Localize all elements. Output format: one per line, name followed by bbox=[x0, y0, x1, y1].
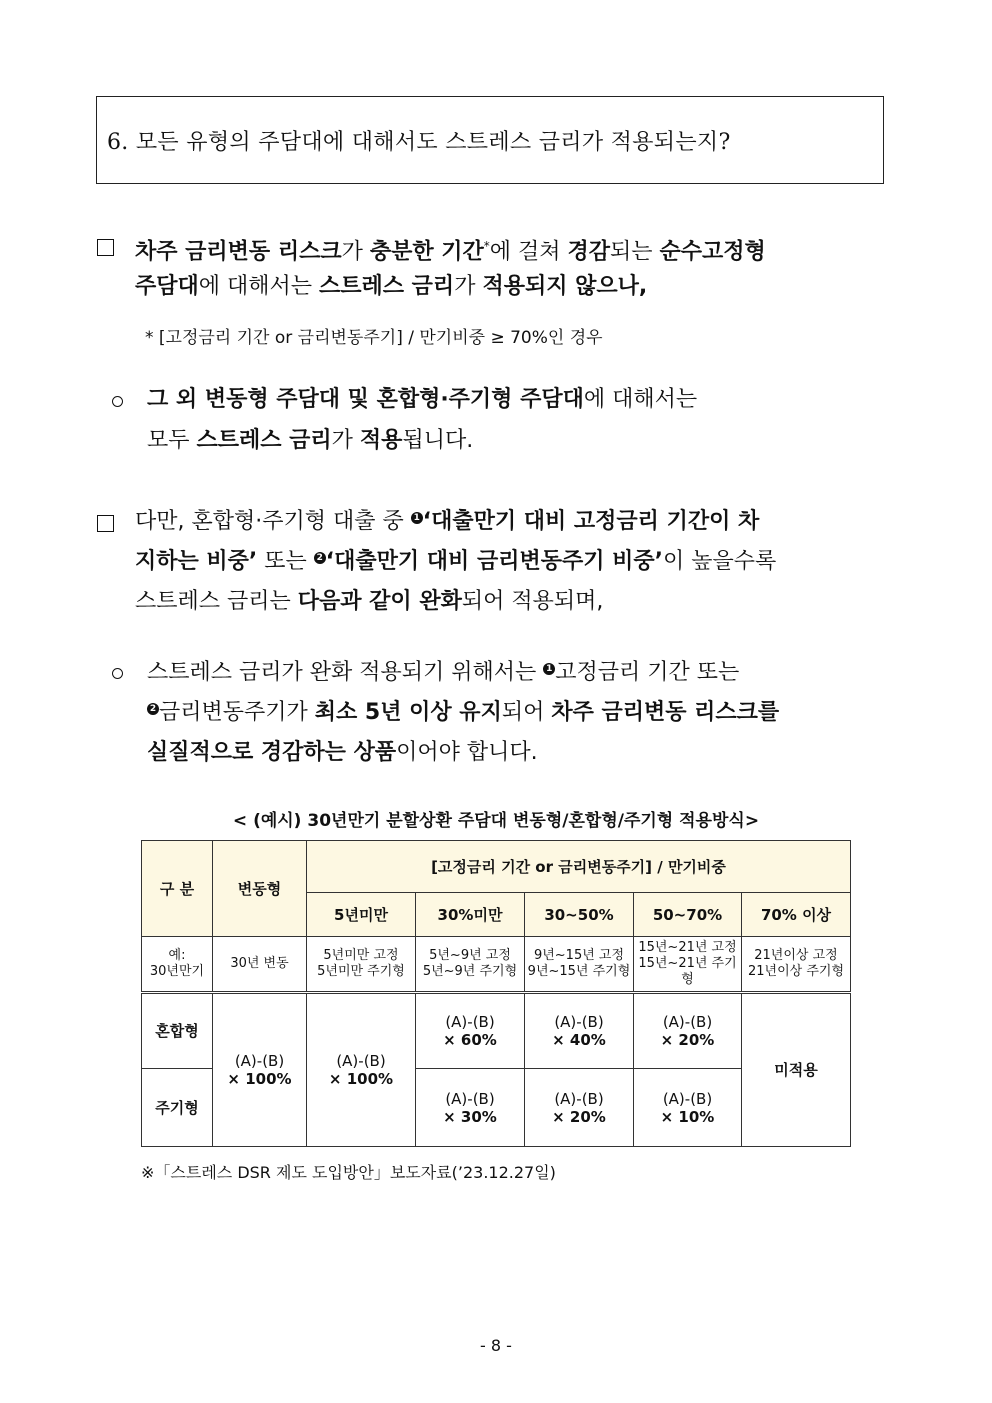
example-cell: 15년~21년 고정 15년~21년 주기형 bbox=[634, 937, 742, 993]
question-title: 6. 모든 유형의 주담대에 대해서도 스트레스 금리가 적용되는지? bbox=[107, 130, 731, 155]
number-one-icon: 1 bbox=[411, 512, 423, 524]
section2-line1: 다만, 혼합형·주기형 대출 중 1 ‘대출만기 대비 고정금리 기간이 차 bbox=[135, 509, 760, 534]
example-cell: 5년~9년 고정 5년~9년 주기형 bbox=[416, 937, 525, 993]
section2-sub-line2: 2 금리변동주기가 최소 5년 이상 유지되어 차주 금리변동 리스크를 bbox=[147, 698, 779, 728]
header-col: 50~70% bbox=[634, 893, 742, 937]
periodic-value: (A)-(B) × 30% bbox=[416, 1069, 525, 1147]
header-col: 70% 이상 bbox=[742, 893, 851, 937]
section1-sub-line1: 그 외 변동형 주담대 및 혼합형·주기형 주담대에 대해서는 bbox=[147, 387, 698, 412]
example-label: 예: 30년만기 bbox=[142, 937, 213, 993]
section2-line3: 스트레스 금리는 다음과 같이 완화되어 적용되며, bbox=[135, 589, 604, 614]
mixed-value: (A)-(B) × 60% bbox=[416, 993, 525, 1069]
header-col: 5년미만 bbox=[307, 893, 416, 937]
square-bullet-icon bbox=[97, 239, 114, 256]
section1-line2: 주담대에 대해서는 스트레스 금리가 적용되지 않으나, bbox=[135, 274, 648, 299]
periodic-value: (A)-(B) × 20% bbox=[525, 1069, 634, 1147]
number-two-icon: 2 bbox=[314, 552, 326, 564]
example-cell: 5년미만 고정 5년미만 주기형 bbox=[307, 937, 416, 993]
header-group: [고정금리 기간 or 금리변동주기] / 만기비중 bbox=[307, 841, 851, 893]
mixed-value: (A)-(B) × 40% bbox=[525, 993, 634, 1069]
circle-bullet-icon bbox=[112, 396, 123, 407]
header-col: 30%미만 bbox=[416, 893, 525, 937]
variable-formula: (A)-(B) × 100% bbox=[213, 993, 307, 1147]
circle-bullet-icon bbox=[112, 668, 123, 679]
row-mixed-label: 혼합형 bbox=[142, 993, 213, 1069]
under5-formula: (A)-(B) × 100% bbox=[307, 993, 416, 1147]
page-number: - 8 - bbox=[480, 1336, 512, 1355]
example-cell: 21년이상 고정 21년이상 주기형 bbox=[742, 937, 851, 993]
number-one-icon: 1 bbox=[543, 663, 555, 675]
question-box bbox=[96, 96, 884, 184]
square-bullet-icon bbox=[97, 515, 114, 532]
source-note: ※「스트레스 DSR 제도 도입방안」보도자료(’23.12.27일) bbox=[141, 1163, 556, 1182]
header-gubun: 구 분 bbox=[142, 841, 213, 937]
section1-line1: 차주 금리변동 리스크가 충분한 기간*에 걸쳐 경감되는 순수고정형 bbox=[135, 239, 766, 265]
section1-sub-line2: 모두 스트레스 금리가 적용됩니다. bbox=[147, 428, 474, 453]
section2-sub-line3: 실질적으로 경감하는 상품이어야 합니다. bbox=[147, 740, 538, 765]
section2-line2: 지하는 비중’ 또는 2 ‘대출만기 대비 금리변동주기 비중’이 높을수록 bbox=[135, 549, 777, 574]
table-caption: < (예시) 30년만기 분할상환 주담대 변동형/혼합형/주기형 적용방식> bbox=[232, 811, 760, 831]
mixed-value: (A)-(B) × 20% bbox=[634, 993, 742, 1069]
example-cell: 9년~15년 고정 9년~15년 주기형 bbox=[525, 937, 634, 993]
example-variable: 30년 변동 bbox=[213, 937, 307, 993]
section1-footnote: * [고정금리 기간 or 금리변동주기] / 만기비중 ≥ 70%인 경우 bbox=[145, 328, 603, 348]
header-variable: 변동형 bbox=[213, 841, 307, 937]
row-periodic-label: 주기형 bbox=[142, 1069, 213, 1147]
not-applied: 미적용 bbox=[742, 993, 851, 1147]
header-col: 30~50% bbox=[525, 893, 634, 937]
number-two-icon: 2 bbox=[147, 703, 159, 715]
periodic-value: (A)-(B) × 10% bbox=[634, 1069, 742, 1147]
stress-rate-table bbox=[141, 840, 851, 1147]
section2-sub-line1: 스트레스 금리가 완화 적용되기 위해서는 1 고정금리 기간 또는 bbox=[147, 660, 740, 685]
